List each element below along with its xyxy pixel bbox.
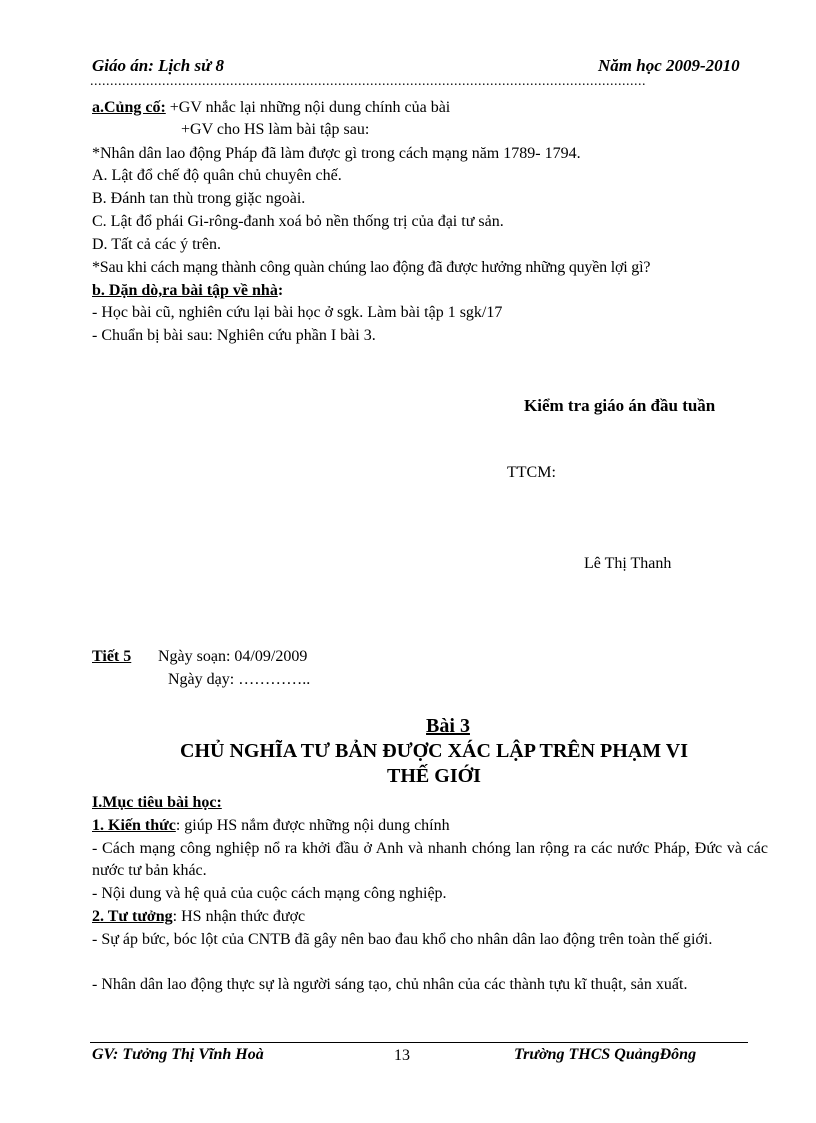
ideology-paragraph: - Sự áp bức, bóc lột của CNTB đã gây nên bao đau khổ cho nhân dân lao động trên toàn thế giới.	[92, 931, 713, 948]
knowledge-text: : giúp HS nắm được những nội dung chính	[175, 817, 450, 834]
consolidation-line	[92, 97, 450, 119]
option-a: A. Lật đổ chế độ quân chủ chuyên chế.	[92, 167, 342, 184]
footer-page-number: 13	[394, 1047, 410, 1064]
footer-teacher: GV: Tưởng Thị Vĩnh Hoà	[92, 1046, 264, 1063]
homework-colon: :	[277, 282, 284, 299]
footer-rule	[90, 1042, 748, 1043]
consolidation-line2: +GV cho HS làm bài tập sau:	[181, 121, 370, 138]
ideology-paragraph: - Nhân dân lao động thực sự là người sáng tạo, chủ nhân của các thành tựu kĩ thuật, sản xuất.	[92, 976, 688, 993]
knowledge-paragraph: - Nội dung và hệ quả của cuộc cách mạng công nghiệp.	[92, 885, 447, 902]
option-d: D. Tất cả các ý trên.	[92, 236, 221, 253]
question-2: *Sau khi cách mạng thành công quàn chúng lao động đã được hưởng những quyền lợi gì?	[92, 259, 651, 276]
consolidation-label: a.Củng cố:	[92, 99, 166, 116]
knowledge-paragraph: - Cách mạng công nghiệp nổ ra khởi đầu ở Anh và nhanh chóng lan rộng ra các nước Pháp, Đức và các nước tư bản khác.	[92, 840, 768, 879]
lesson-teach-date: Ngày dạy: …………..	[168, 671, 311, 688]
option-c: C. Lật đổ phái Gi-rông-đanh xoá bỏ nền thống trị của đại tư sản.	[92, 213, 504, 230]
consolidation-text: +GV nhắc lại những nội dung chính của bài	[165, 99, 451, 116]
header-right: Năm học 2009-2010	[598, 56, 740, 75]
homework-heading	[92, 280, 283, 302]
option-b: B. Đánh tan thù trong giặc ngoài.	[92, 190, 306, 207]
homework-item: - Chuẩn bị bài sau: Nghiên cứu phần I bài 3.	[92, 327, 376, 344]
ideology-line	[92, 906, 305, 928]
footer-school: Trường THCS QuảngĐông	[514, 1046, 697, 1063]
review-title: Kiểm tra giáo án đầu tuần	[524, 396, 716, 415]
lesson-number-text: Bài 3	[426, 715, 470, 737]
header-dots: ...........................................................................................................................................	[90, 74, 646, 89]
lesson-title-line2: THẾ GIỚI	[387, 765, 481, 787]
question-1: *Nhân dân lao động Pháp đã làm được gì trong cách mạng năm 1789- 1794.	[92, 145, 581, 162]
objectives-heading: I.Mục tiêu bài học:	[92, 794, 222, 811]
lesson-title-line1: CHỦ NGHĨA TƯ BẢN ĐƯỢC XÁC LẬP TRÊN PHẠM VI	[180, 740, 688, 762]
lesson-period: Tiết 5	[92, 648, 132, 665]
homework-item: - Học bài cũ, nghiên cứu lại bài học ở sgk. Làm bài tập 1 sgk/17	[92, 304, 503, 321]
header-left: Giáo án: Lịch sử 8	[92, 56, 225, 75]
homework-label: b. Dặn dò,ra bài tập về nhà	[92, 282, 278, 299]
review-name: Lê Thị Thanh	[584, 555, 672, 572]
lesson-prep-date: Ngày soạn: 04/09/2009	[158, 648, 308, 665]
ideology-label: 2. Tư tưởng	[92, 908, 173, 925]
knowledge-label: 1. Kiến thức	[92, 817, 176, 834]
lesson-number	[0, 715, 816, 738]
ideology-text: : HS nhận thức được	[172, 908, 306, 925]
knowledge-line	[92, 815, 450, 837]
review-ttcm: TTCM:	[507, 464, 556, 481]
